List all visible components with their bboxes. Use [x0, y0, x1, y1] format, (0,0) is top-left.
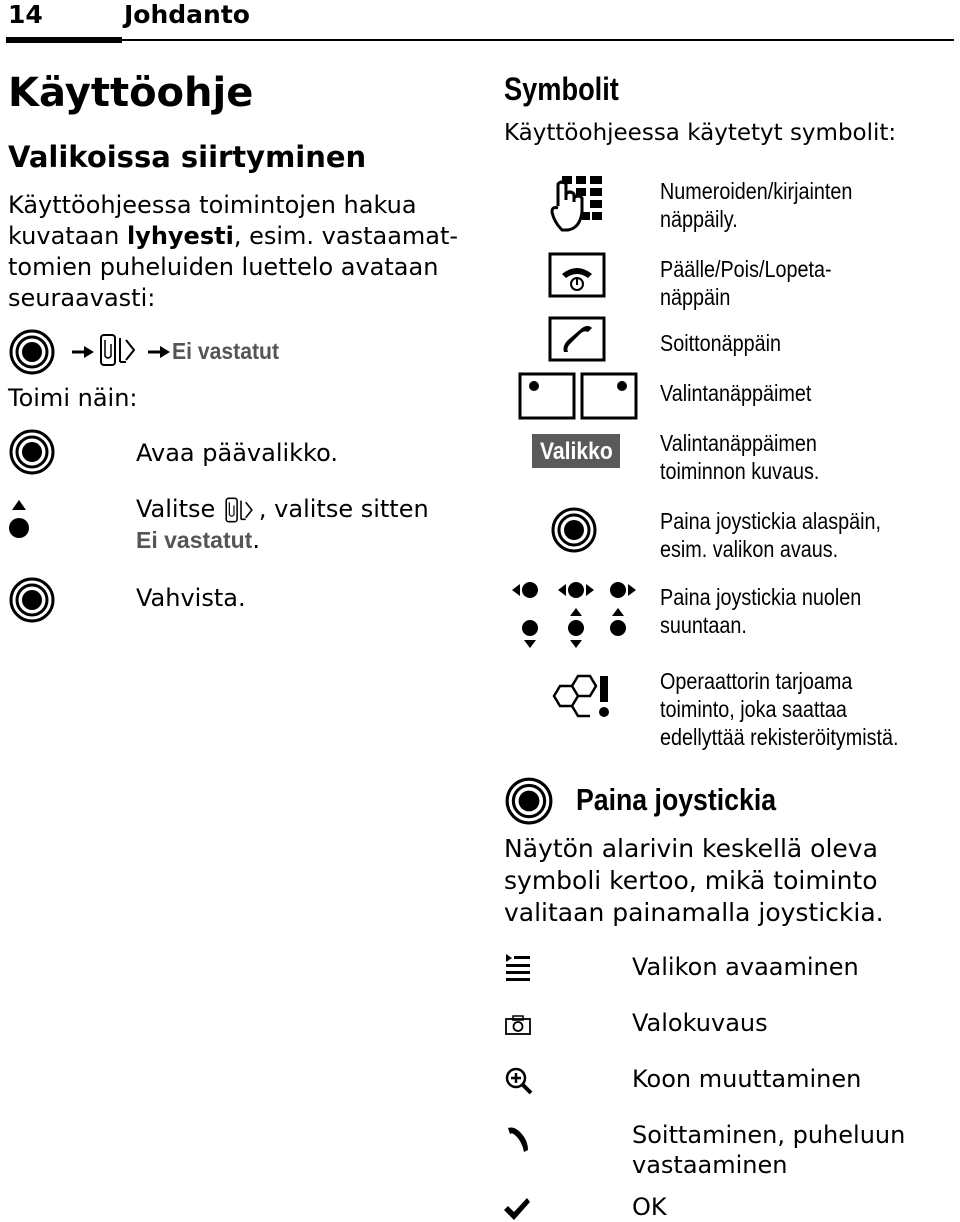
- joystick-press-icon: [8, 328, 56, 376]
- symbol-desc-keypad: Numeroiden/kirjainten näppäily.: [660, 178, 853, 232]
- joystick-direction-icons: [510, 578, 640, 652]
- step-3-text: Vahvista.: [136, 584, 246, 612]
- missed-calls-icon: [223, 496, 259, 524]
- softkeys-icon: [518, 372, 640, 420]
- arrow-right-icon: [146, 344, 172, 360]
- menu-open-label: Valikon avaaminen: [632, 953, 859, 981]
- section-title: Johdanto: [124, 0, 250, 29]
- menu-icon: [504, 952, 532, 982]
- joystick-section-title: Paina joystickia: [576, 782, 777, 817]
- symbol-desc-softkey-label: Valintanäppäimen toiminnon kuvaus.: [660, 430, 820, 484]
- symbol-desc-call: Soittonäppäin: [660, 330, 781, 356]
- header-rule: [6, 39, 954, 41]
- arrow-right-icon: [70, 344, 96, 360]
- zoom-label: Koon muuttaminen: [632, 1065, 862, 1093]
- instructions-label: Toimi näin:: [8, 384, 138, 412]
- keypad-icon: [548, 172, 606, 236]
- page-number: 14: [8, 0, 43, 29]
- subtitle: Valikoissa siirtyminen: [8, 140, 367, 174]
- missed-calls-icon: [98, 332, 142, 368]
- symbol-desc-power: Päälle/Pois/Lopeta- näppäin: [660, 256, 832, 310]
- checkmark-icon: [502, 1196, 532, 1222]
- joystick-up-icon: [8, 498, 30, 542]
- symbol-desc-joystick-press: Paina joystickia alaspäin, esim. valikon avaus.: [660, 508, 882, 562]
- joystick-press-icon: [550, 506, 598, 554]
- joystick-section-text: Näytön alarivin keskellä oleva symboli kertoo, mikä toiminto valitaan painamalla joystickia.: [504, 834, 884, 927]
- joystick-press-icon: [504, 776, 554, 826]
- call-label: Soittaminen, puheluun vastaaminen: [632, 1121, 906, 1179]
- call-key-icon: [548, 316, 606, 362]
- path-target-label: Ei vastatut: [172, 338, 280, 364]
- joystick-press-icon: [8, 576, 56, 624]
- symbol-desc-joystick-direction: Paina joystickia nuolen suuntaan.: [660, 584, 862, 638]
- softkey-label-valikko: Valikko: [532, 434, 620, 468]
- symbols-title: Symbolit: [504, 71, 619, 107]
- intro-paragraph: Käyttöohjeessa toimintojen hakua kuvataan lyhyesti, esim. vastaamat-tomien puheluiden luettelo avataan seuraavasti:: [8, 191, 459, 312]
- zoom-icon: [504, 1066, 534, 1096]
- camera-icon: [504, 1014, 532, 1036]
- symbol-desc-softkeys: Valintanäppäimet: [660, 380, 812, 406]
- ok-label: OK: [632, 1193, 667, 1221]
- symbol-desc-operator: Operaattorin tarjoama toiminto, joka saattaa edellyttää rekisteröitymistä.: [660, 668, 899, 750]
- power-key-icon: [548, 252, 606, 298]
- joystick-press-icon: [8, 428, 56, 476]
- step-2-text: Valitse , valitse sitten Ei vastatut.: [136, 495, 429, 554]
- page-title: Käyttöohje: [8, 70, 254, 116]
- step-1-text: Avaa päävalikko.: [136, 439, 338, 467]
- camera-label: Valokuvaus: [632, 1009, 768, 1037]
- symbols-intro: Käyttöohjeessa käytetyt symbolit:: [504, 120, 897, 146]
- call-icon: [504, 1124, 532, 1154]
- operator-service-icon: [548, 672, 614, 720]
